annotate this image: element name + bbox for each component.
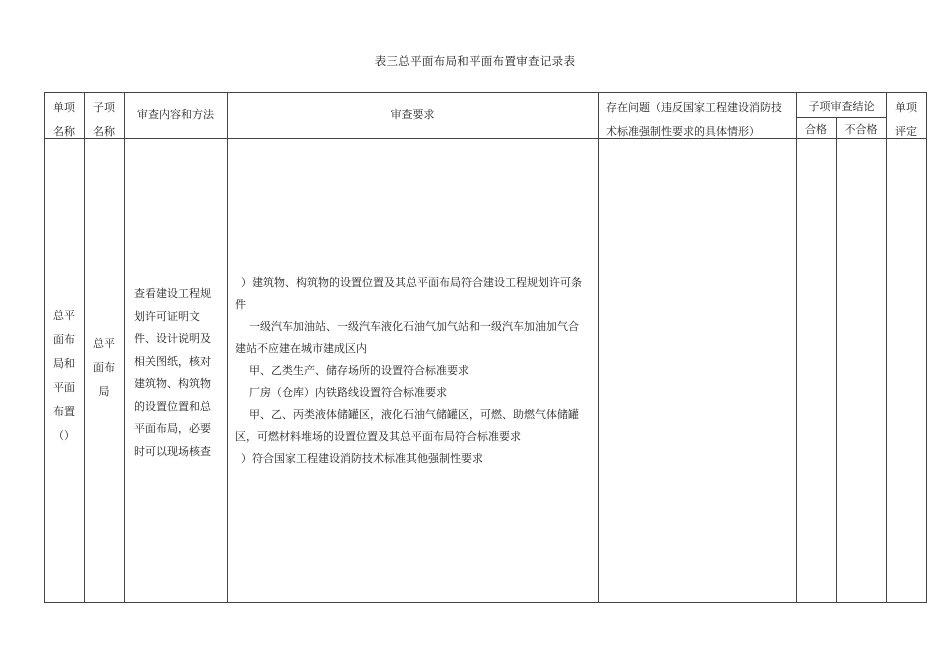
row-sub-name: 总平 面布 局 <box>93 337 115 398</box>
header-fail: 不合格 <box>844 123 878 136</box>
col-border-2 <box>124 92 125 603</box>
col-border-4 <box>598 92 599 603</box>
header-unit-name: 单项 名称 <box>53 101 75 138</box>
row-content-method: 查看建设工程规 划许可证明文 件、设计说明及 相关图纸，核对 建筑物、构筑物 的设置位置和总 平面布局，必要 时可以现场核查 <box>134 287 211 458</box>
header-sub-conclusion: 子项审查结论 <box>808 100 875 113</box>
table-bottom-border <box>44 602 927 603</box>
row-unit-name: 总平 面布 局和 平面 布置 （） <box>53 309 75 442</box>
col-border-3 <box>227 92 228 603</box>
header-content-method: 审查内容和方法 <box>137 108 214 121</box>
header-issues: 存在问题（违反国家工程建设消防技 术标准强制性要求的具体情形） <box>606 101 782 138</box>
row-requirements: ）建筑物、构筑物的设置位置及其总平面布局符合建设工程规划许可条 件 一级汽车加油站、一级汽车液化石油气加气站和一级汽车加油加气合 建站不应建在城市建成区内 甲、乙类生产、储存场所的设置符合标准要求 厂房（仓库）内铁路线设置符合标准要求 甲、乙、丙类液体储罐区，液化石油气储罐区，可燃、助燃气体储罐 区，可燃材料堆场的设置位置及其总平面布局符合标准要求 ）符合国家工程建设消防技术标准其他强制性要求 <box>235 276 582 465</box>
header-sub-name: 子项 名称 <box>93 101 115 138</box>
col-border-7 <box>886 92 887 603</box>
header-pass: 合格 <box>805 123 827 136</box>
col-border-5 <box>796 92 797 603</box>
header-unit-eval: 单项 评定 <box>895 101 917 138</box>
table-top-border <box>44 92 927 93</box>
col-border-8 <box>926 92 927 603</box>
header-requirements: 审查要求 <box>390 108 435 121</box>
col-border-6 <box>836 117 837 603</box>
page-title: 表三总平面布局和平面布置审查记录表 <box>374 54 576 68</box>
